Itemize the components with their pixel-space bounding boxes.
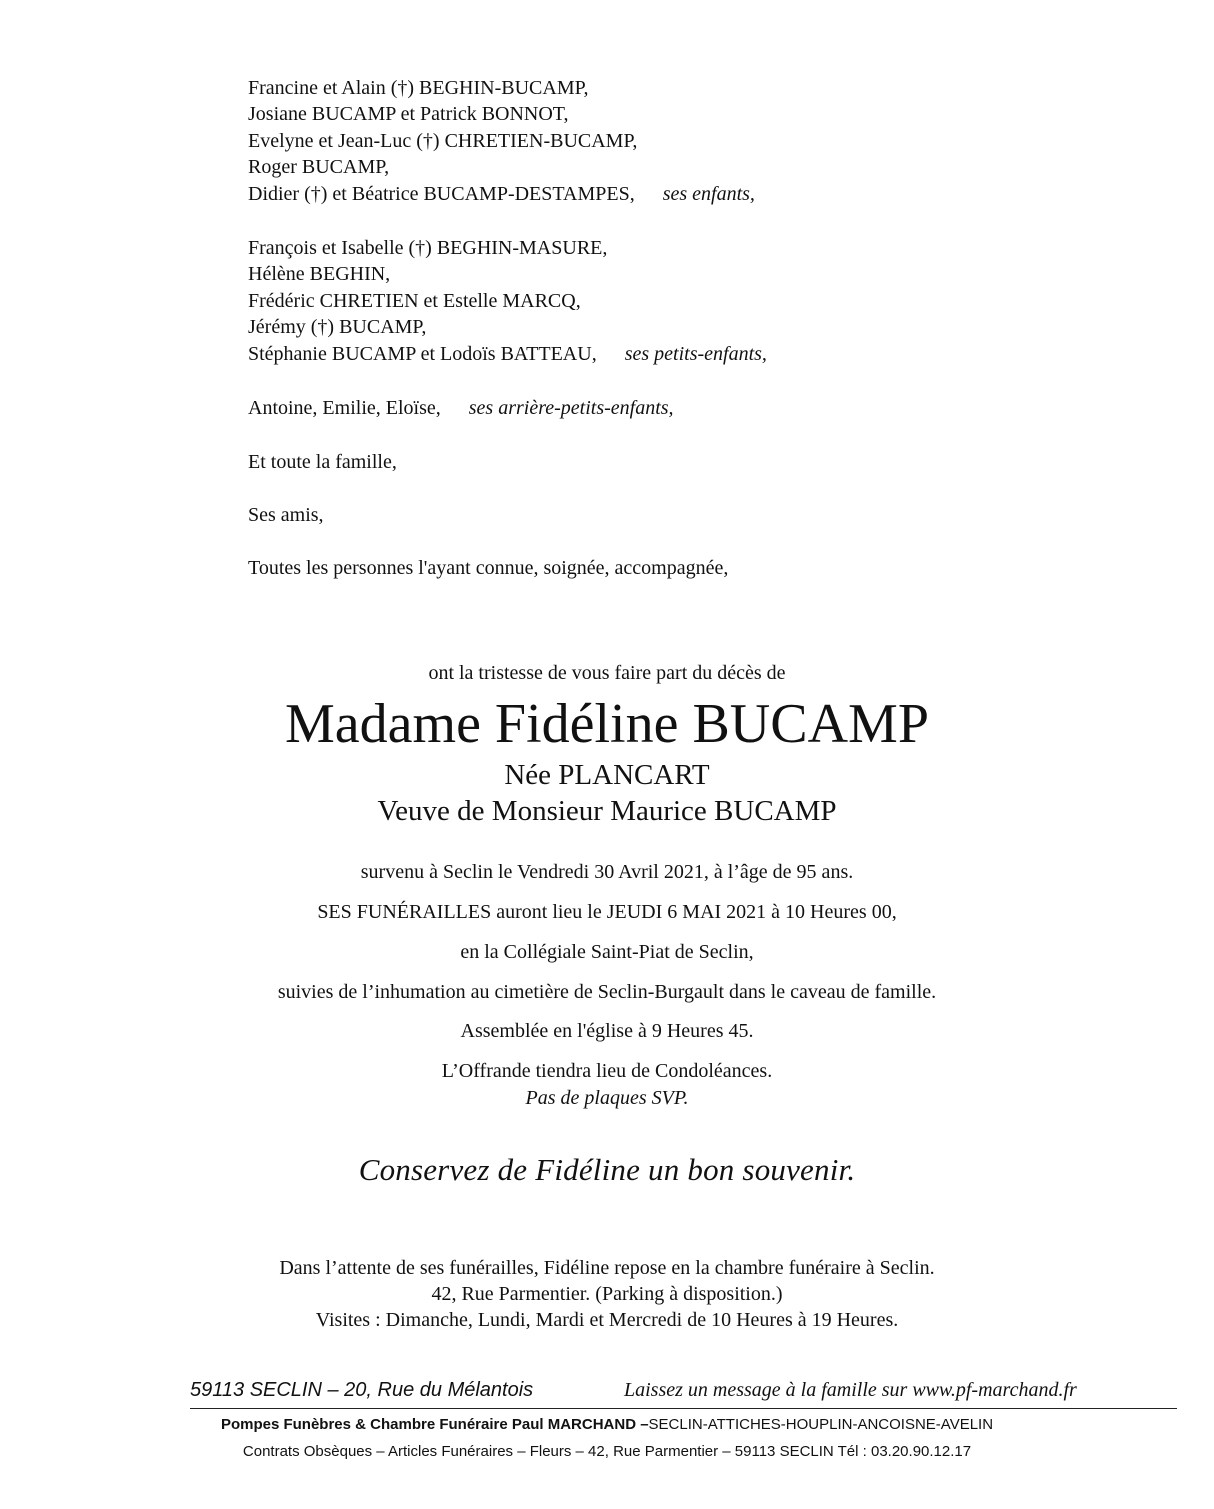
family-name: Jérémy (†) BUCAMP, — [248, 316, 427, 339]
friends: Ses amis, — [248, 504, 324, 526]
funeral-location: en la Collégiale Saint-Piat de Seclin, — [460, 941, 754, 963]
assembly-time: Assemblée en l'église à 9 Heures 45. — [460, 1020, 754, 1042]
whole-family: Et toute la famille, — [248, 451, 397, 473]
death-details: survenu à Seclin le Vendredi 30 Avril 2021, à l’âge de 95 ans. — [360, 861, 854, 883]
family-name: Didier (†) et Béatrice BUCAMP-DESTAMPES, — [248, 182, 635, 205]
company-line — [0, 1416, 1214, 1433]
rest-location: Dans l’attente de ses funérailles, Fidéline repose en la chambre funéraire à Seclin. — [279, 1257, 935, 1279]
family-name: Roger BUCAMP, — [248, 156, 390, 179]
maiden-name: Née PLANCART — [504, 759, 710, 791]
contracts-line: Contrats Obsèques – Articles Funéraires – Fleurs – 42, Rue Parmentier – 59113 SECLIN Tél : 03.20.90.12.17 — [242, 1443, 972, 1460]
footer-message-link[interactable]: Laissez un message à la famille sur www.pf-marchand.fr — [624, 1379, 1077, 1401]
company-name: Pompes Funèbres & Chambre Funéraire Paul MARCHAND – — [220, 1416, 649, 1433]
footer-address: 59113 SECLIN – 20, Rue du Mélantois — [190, 1379, 534, 1401]
announcement-intro: ont la tristesse de vous faire part du décès de — [428, 662, 786, 684]
footer-divider — [190, 1408, 1177, 1409]
family-name: Hélène BEGHIN, — [248, 263, 391, 286]
all-persons: Toutes les personnes l'ayant connue, soignée, accompagnée, — [248, 557, 729, 579]
company-towns: SECLIN-ATTICHES-HOUPLIN-ANCOISNE-AVELIN — [648, 1416, 994, 1433]
family-name: Francine et Alain (†) BEGHIN-BUCAMP, — [248, 77, 589, 99]
no-plaques-note: Pas de plaques SVP. — [525, 1087, 689, 1109]
family-name: Antoine, Emilie, Eloïse, — [248, 397, 441, 419]
family-name: Evelyne et Jean-Luc (†) CHRETIEN-BUCAMP, — [248, 129, 638, 152]
role-label: ses arrière-petits-enfants, — [468, 397, 674, 419]
family-name-with-role — [248, 181, 755, 207]
role-label: ses petits-enfants, — [624, 342, 767, 365]
family-name: Stéphanie BUCAMP et Lodoïs BATTEAU, — [248, 342, 597, 365]
visiting-hours: Visites : Dimanche, Lundi, Mardi et Mercredi de 10 Heures à 19 Heures. — [315, 1309, 899, 1331]
great-grandchildren — [248, 395, 674, 421]
memory-motto: Conservez de Fidéline un bon souvenir. — [358, 1152, 856, 1187]
burial-details: suivies de l’inhumation au cimetière de Seclin-Burgault dans le caveau de famille. — [277, 981, 937, 1003]
family-name: Josiane BUCAMP et Patrick BONNOT, — [248, 103, 569, 126]
family-name: Frédéric CHRETIEN et Estelle MARCQ, — [248, 289, 581, 312]
funeral-date: SES FUNÉRAILLES auront lieu le JEUDI 6 MAI 2021 à 10 Heures 00, — [317, 901, 897, 923]
role-label: ses enfants, — [662, 182, 755, 205]
family-name-with-role — [248, 341, 767, 367]
family-name: François et Isabelle (†) BEGHIN-MASURE, — [248, 237, 608, 259]
deceased-name: Madame Fidéline BUCAMP — [285, 693, 929, 755]
widow-of: Veuve de Monsieur Maurice BUCAMP — [377, 795, 837, 827]
grandchildren-list — [248, 235, 767, 367]
rest-address: 42, Rue Parmentier. (Parking à disposition.) — [431, 1283, 783, 1305]
offering-note: L’Offrande tiendra lieu de Condoléances. — [441, 1060, 773, 1082]
children-list — [248, 75, 755, 207]
